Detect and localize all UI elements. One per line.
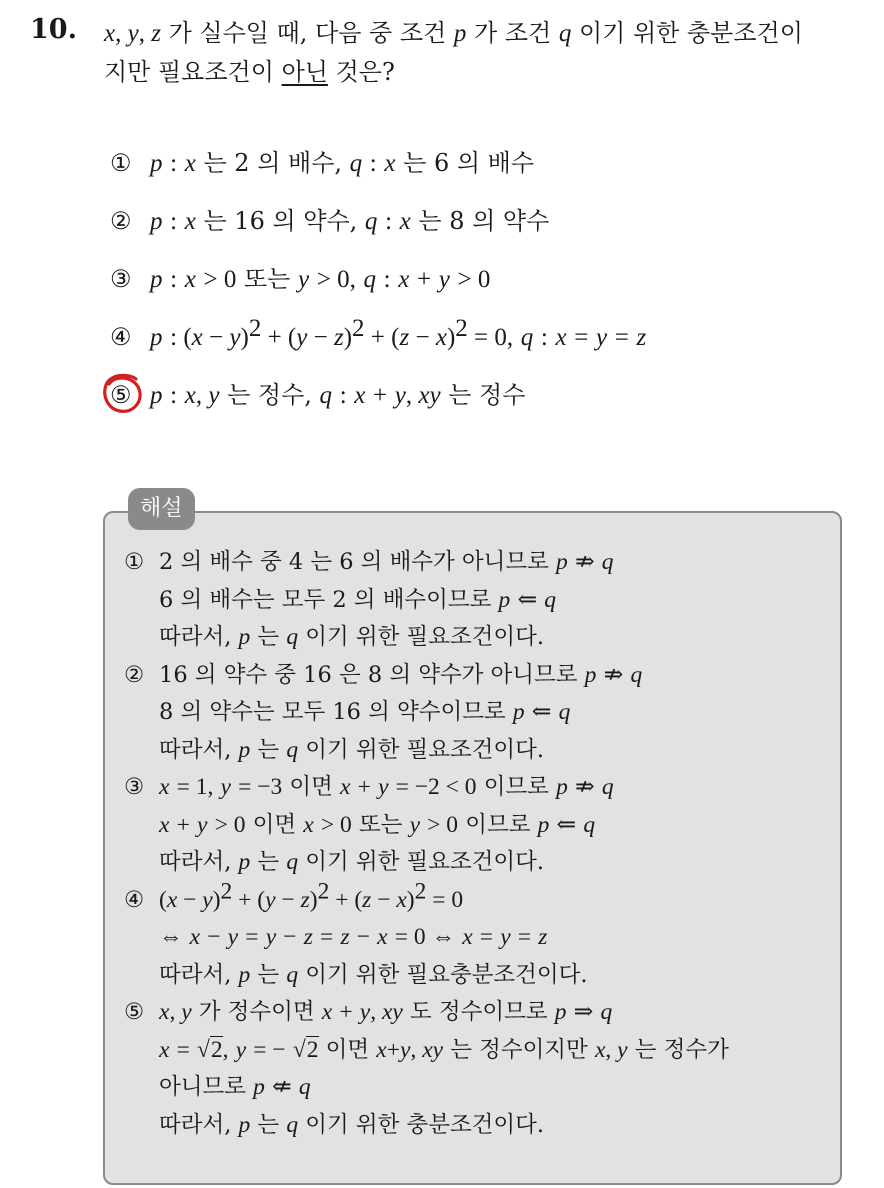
choice-2[interactable]: ② p : x 는 16 의 약수, q : x 는 8 의 약수 <box>110 207 550 235</box>
choice-3[interactable]: ③ p : x > 0 또는 y > 0, q : x + y > 0 <box>110 265 491 293</box>
solution-line: ⇔ x − y = y − z = z − x = 0 ⇔ x = y = z <box>159 924 548 950</box>
solution-line: x = √2, y = − √2 이면 x+y, xy 는 정수이지만 x, y 는 정수가 <box>159 1036 729 1063</box>
choice-4[interactable]: ④ p : $(x - y)^2 + (y - z)^2 + (z - x)^2 = 0$, q : x = y = z <box>110 315 647 351</box>
solution-line: 8 의 약수는 모두 16 의 약수이므로 p ⇐ q <box>159 699 571 725</box>
choice-5[interactable]: ⑤ p : x, y 는 정수, q : x + y, xy 는 정수 <box>110 377 646 435</box>
solution-line: 6 의 배수는 모두 2 의 배수이므로 p ⇐ q <box>159 586 557 613</box>
solution-line: ② 16 의 약수 중 16 은 8 의 약수가 아니므로 p ⇏ q <box>124 661 643 688</box>
underlined-word: 아닌 <box>281 58 328 86</box>
question-text: x, y, z 가 실수일 때, 다음 중 조건 p 가 조건 q 이기 위한 충분조건이 지만 필요조건이 아닌 것은? <box>104 19 803 86</box>
solution-line: ⑤ x, y 가 정수이면 x + y, xy 도 정수이므로 p ⇒ q <box>124 999 613 1025</box>
answer-circle-mark <box>100 371 144 415</box>
solution-tag: 해설 <box>128 488 195 530</box>
solution-line: ④ $(x - y)^2 + (y - z)^2 + (z - x)^2 = 0$ <box>124 878 464 913</box>
solution-line: 따라서, p 는 q 이기 위한 필요조건이다. <box>159 624 545 650</box>
choice-1[interactable]: ① p : x 는 2 의 배수, q : x 는 6 의 배수 <box>110 149 535 177</box>
answer-choices <box>110 145 646 435</box>
solution-line: 따라서, p 는 q 이기 위한 필요충분조건이다. <box>159 961 588 988</box>
solution-line: 따라서, p 는 q 이기 위한 필요조건이다. <box>159 849 545 875</box>
solution-line: ① 2 의 배수 중 4 는 6 의 배수가 아니므로 p ⇏ q <box>124 549 614 575</box>
question-number: 10. <box>30 14 77 45</box>
solution-line: 따라서, p 는 q 이기 위한 충분조건이다. <box>159 1111 545 1138</box>
solution-content <box>124 544 836 1144</box>
solution-line: x + y > 0 이면 x > 0 또는 y > 0 이므로 p ⇐ q <box>159 811 596 838</box>
solution-line: 따라서, p 는 q 이기 위한 필요조건이다. <box>159 736 545 763</box>
solution-line: 아니므로 p ⇍ q <box>159 1074 311 1100</box>
solution-line: ③ x = 1, y = −3 이면 x + y = −2 < 0 이므로 p ⇏ q <box>124 774 614 800</box>
